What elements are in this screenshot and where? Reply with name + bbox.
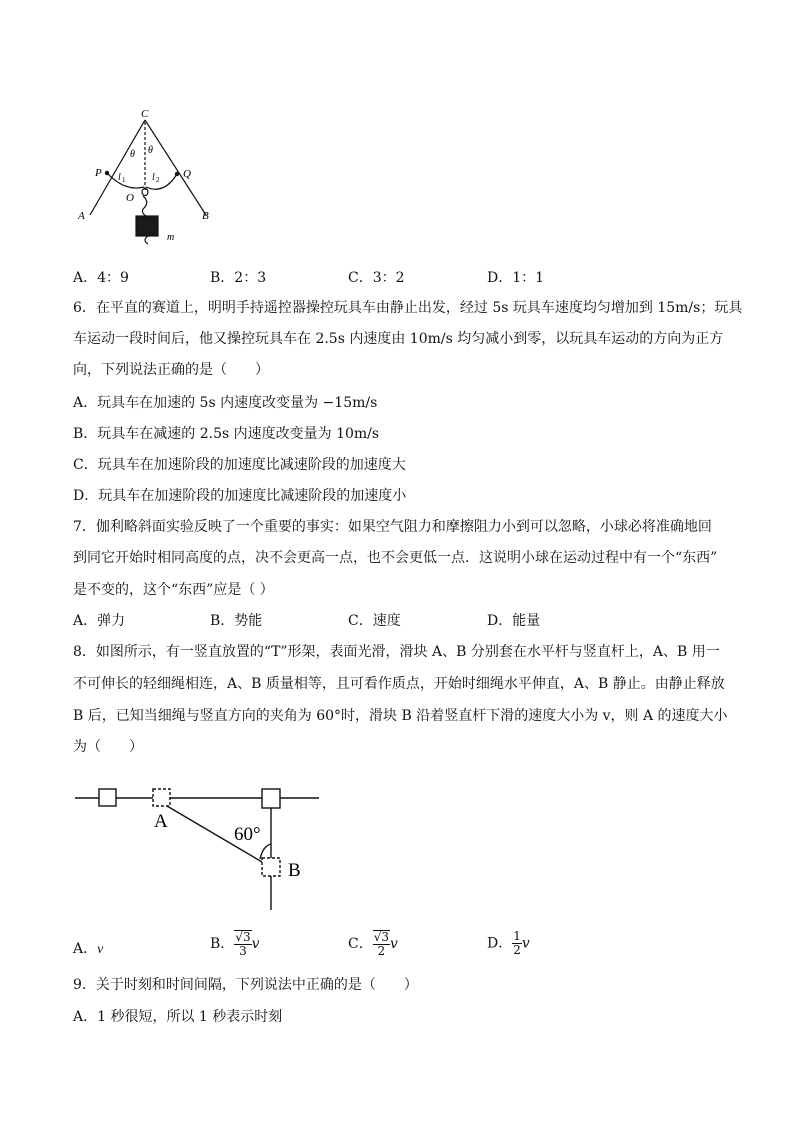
q8-option-c: C． $\frac{√3}{2}$ v <box>348 930 398 958</box>
label-b: B <box>288 860 301 881</box>
q8-option-b: B． $\frac{√3}{3}$ v <box>210 930 260 958</box>
q7-option-c: C．速度 <box>348 613 401 629</box>
q8-t-frame-figure <box>70 780 330 915</box>
q6-option-d: D．玩具车在加速阶段的加速度比减速阶段的加速度小 <box>73 488 407 504</box>
slider-b <box>262 858 280 876</box>
q6-option-c: C．玩具车在加速阶段的加速度比减速阶段的加速度大 <box>73 457 406 473</box>
q6-stem-line-1: 6．在平直的赛道上，明明手持遥控器操控玩具车由静止出发，经过 5s 玩具车速度均匀增加到 15m/s；玩具 <box>73 300 743 316</box>
mass-block <box>136 216 158 236</box>
slider-a <box>153 789 170 806</box>
q5-figure <box>70 100 220 250</box>
q6-stem-line-3: 向，下列说法正确的是（ ） <box>73 362 269 378</box>
q5-option-a: A．4：9 <box>73 270 129 286</box>
q7-stem-line-3: 是不变的，这个“东西”应是（ ） <box>73 582 274 598</box>
rope-cb <box>145 120 206 215</box>
q9-stem-line-1: 9．关于时刻和时间间隔，下列说法中正确的是（ ） <box>73 977 418 993</box>
fraction-1-over-2: $\frac{1}{2}$ <box>513 929 521 957</box>
q9-option-a: A．1 秒很短，所以 1 秒表示时刻 <box>73 1009 283 1025</box>
angle-arc <box>260 844 271 859</box>
block-top-joint <box>262 789 280 808</box>
q7-option-a: A．弹力 <box>73 613 126 629</box>
label-angle: 60° <box>234 824 261 845</box>
q5-option-c: C．3：2 <box>348 270 405 286</box>
label-a: A <box>154 811 168 832</box>
label-c: C <box>141 108 149 120</box>
point-p <box>105 171 109 175</box>
label-p: P <box>95 167 102 179</box>
q7-stem-line-2: 到同它开始时相同高度的点，决不会更高一点，也不会更低一点．这说明小球在运动过程中有一个“东西” <box>73 550 718 566</box>
label-l2-sub: 2 <box>156 176 160 184</box>
q8-option-d: D． $\frac{1}{2}$ v <box>487 929 530 957</box>
q7-stem-line-1: 7．伽利略斜面实验反映了一个重要的事实：如果空气阻力和摩擦阻力小到可以忽略，小球必将准确地回 <box>73 519 712 535</box>
fraction-sqrt3-over-3: $\frac{√3}{3}$ <box>235 930 251 958</box>
q6-option-b: B．玩具车在减速的 2.5s 内速度改变量为 10m/s <box>73 426 380 442</box>
q6-option-a: A．玩具车在加速的 5s 内速度改变量为 −15m/s <box>73 395 378 411</box>
string-l2 <box>146 174 177 189</box>
q6-stem-line-2: 车运动一段时间后，他又操控玩具车在 2.5s 内速度由 10m/s 均匀减小到零，以玩具车运动的方向为正方 <box>73 331 724 347</box>
block-left <box>99 789 116 806</box>
q7-option-b: B．势能 <box>210 613 263 629</box>
label-a: A <box>78 210 85 222</box>
label-m: m <box>167 232 175 243</box>
hook <box>142 196 146 216</box>
fraction-sqrt3-over-2: $\frac{√3}{2}$ <box>373 930 389 958</box>
q8-stem-line-1: 8．如图所示，有一竖直放置的“T”形架，表面光滑，滑块 A、B 分别套在水平杆与竖直杆上，A、B 用一 <box>73 644 720 660</box>
q7-option-d: D．能量 <box>487 613 541 629</box>
label-o: O <box>126 192 134 204</box>
label-l1: l <box>118 172 121 183</box>
label-theta-left: θ <box>130 149 135 160</box>
q5-option-d: D．1：1 <box>487 270 545 286</box>
label-q: Q <box>183 168 191 180</box>
label-theta-right: θ <box>148 145 153 156</box>
label-l2: l <box>152 172 155 183</box>
label-b: B <box>202 210 209 222</box>
q5-option-b: B．2：3 <box>210 270 267 286</box>
q8-option-a: A．v <box>73 941 104 957</box>
hook-bottom <box>145 236 148 244</box>
point-q <box>175 172 179 176</box>
q8-stem-line-4: 为（ ） <box>73 739 143 755</box>
q8-stem-line-3: B 后，已知当细绳与竖直方向的夹角为 60°时，滑块 B 沿着竖直杆下滑的速度大小为 v，则 A 的速度大小 <box>73 708 728 724</box>
label-l1-sub: 1 <box>122 176 126 184</box>
q8-stem-line-2: 不可伸长的轻细绳相连，A、B 质量相等，且可看作质点，开始时细绳水平伸直，A、B 静止。由静止释放 <box>73 676 725 692</box>
